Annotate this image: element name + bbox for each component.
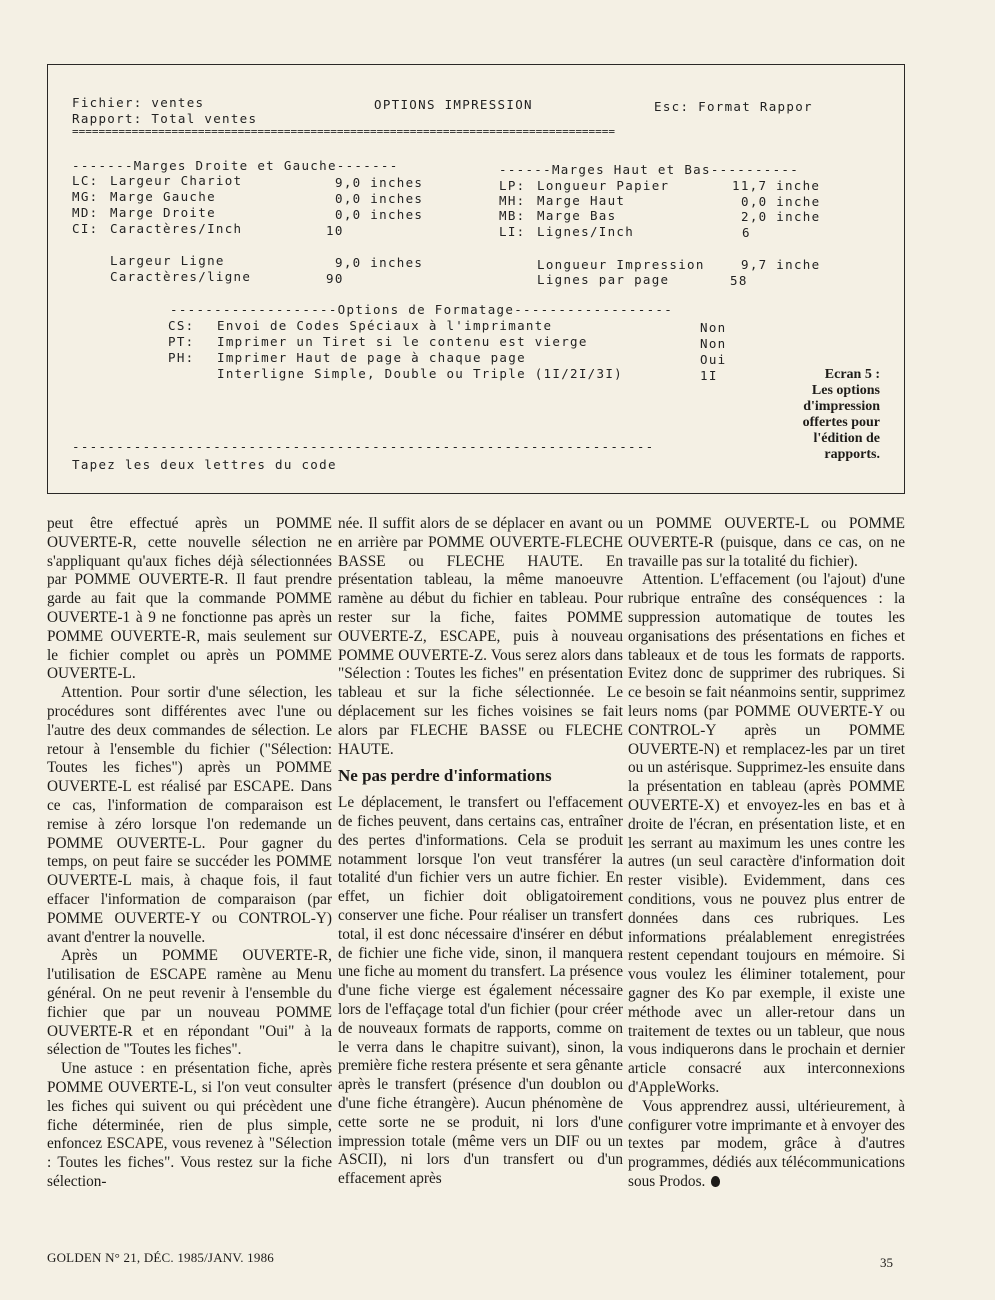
format-row-label: Imprimer un Tiret si le contenu est vierge [217, 334, 588, 349]
lines-page-value: 58 [730, 273, 748, 288]
format-row-label: Interligne Simple, Double ou Triple (1I/2I/3I) [217, 366, 623, 381]
format-row-label: Imprimer Haut de page à chaque page [217, 350, 526, 365]
screen-capture-frame [47, 64, 905, 494]
right-row-value: 11,7 inche [732, 178, 821, 193]
format-row-value: Oui [700, 352, 727, 367]
right-row-value: 0,0 inche [741, 194, 821, 209]
chars-line-label: Caractères/ligne [110, 269, 252, 284]
paragraph: Une astuce : en présentation fiche, après POMME OUVERTE-L, si l'on veut consulter les fiches qui suivent ou qui précèdent une fiche déterminée, rien de plus simple, enfoncez ESCAPE, vous revenez à "Sélection : Toutes les fiches". Vous restez sur la fiche sélection- [47, 1060, 332, 1190]
screen-header-title: OPTIONS IMPRESSION [374, 97, 533, 112]
line-width-label: Largeur Ligne [110, 253, 225, 268]
screen-bottom-rule: ------------------------------------------------------------------ [72, 439, 655, 454]
paragraph: un POMME OUVERTE-L ou POMME OUVERTE-R (puisque, dans ce cas, on ne travaille pas sur la totalité du fichier). [628, 515, 905, 570]
magazine-footer: GOLDEN N° 21, DÉC. 1985/JANV. 1986 [47, 1250, 274, 1265]
paragraph: peut être effectué après un POMME OUVERTE-R, cette nouvelle sélection ne s'appliquant qu'aux fiches déjà sélectionnées par POMME OUVERTE-R. Il faut prendre garde au fait que la commande POMME OUVERTE-1 à 9 ne fonctionne pas après un POMME OUVERTE-R, mais seulement sur le fichier complet ou après un POMME OUVERTE-L. [47, 515, 332, 683]
screen-header-escape: Esc: Format Rappor [654, 99, 813, 114]
left-row-code: MD: [72, 205, 99, 220]
apple-end-icon [711, 1176, 720, 1187]
print-length-label: Longueur Impression [537, 257, 705, 272]
left-row-code: MG: [72, 189, 99, 204]
right-margins-title: ------Marges Haut et Bas---------- [499, 162, 800, 177]
paragraph [628, 1098, 905, 1192]
left-row-label: Marge Droite [110, 205, 216, 220]
caption-line: Ecran 5 : [824, 367, 880, 382]
figure-caption [760, 367, 880, 463]
right-row-code: MB: [499, 208, 526, 223]
left-row-value: 9,0 inches [335, 175, 424, 190]
paragraph: Le déplacement, le transfert ou l'effacement de fiches peuvent, dans certains cas, entraîner des pertes d'informations. Cela se produit notamment lorsque l'on veut transférer la totalité d'un fichier vers un autre fichier. En effet, un fichier doit obligatoirement conserver une fiche. Pour réaliser un transfert total, il est donc nécessaire d'insérer en début de fichier une fiche vide, sinon, il manquera une fiche au moment du transfert. La présence d'une fiche vierge est également nécessaire lors de l'effaçage total d'un fichier (pour créer de nouveaux formats de rapports, comme on le verra dans le chapitre suivant), sinon, la première fiche restera présente et sera gênante après le transfert (présence d'un doublon ou d'une fiche étrangère). Aucun phénomène de cette sorte ne se produit, ni lors d'une impression totale (même vers un DIF ou un ASCII), ni lors d'un transfert ou d'un effacement après [338, 794, 623, 1188]
paragraph: Attention. L'effacement (ou l'ajout) d'une rubrique entraîne des conséquences : la suppression automatique de toutes les organisations des présentations en fiches et tableaux et de tous les formats de rapports. Evitez donc de supprimer des rubriques. Si ce besoin se fait néanmoins sentir, supprimez leurs noms (par POMME OUVERTE-Y ou CONTROL-Y après un POMME OUVERTE-N) et remplacez-les par un tiret ou un astérisque. Supprimez-les ensuite dans la présentation en tableau (après POMME OUVERTE-X) et envoyez-les en bas et à droite de l'écran, en présentation liste, et en les serrant au maximum les unes contre les autres (un seul caractère d'information doit rester visible). Evidemment, dans ces conditions, vous ne pouvez plus entrer de données dans ces rubriques. Les informations préalablement enregistrées restent cependant toujours en mémoire. Si vous voulez les éliminer totalement, pour gagner des Ko par exemple, il existe une méthode avec un aller-retour dans un traitement de textes ou un tableur, que nous vous indiquerons dans le prochain et dernier article consacré aux interconnexions d'AppleWorks. [628, 571, 905, 1096]
right-row-label: Lignes/Inch [537, 224, 635, 239]
screen-rule: ================================================================================== [72, 125, 616, 138]
right-row-code: MH: [499, 193, 526, 208]
line-width-value: 9,0 inches [335, 255, 424, 270]
left-row-label: Caractères/Inch [110, 221, 243, 236]
left-row-code: LC: [72, 173, 99, 188]
left-row-value: 0,0 inches [335, 191, 424, 206]
format-row-code: CS: [168, 318, 195, 333]
format-row-label: Envoi de Codes Spéciaux à l'imprimante [217, 318, 553, 333]
format-row-value: 1I [700, 368, 718, 383]
format-options-title: -------------------Options de Formatage------------------ [170, 302, 674, 317]
article-column-2 [338, 515, 623, 1189]
left-margins-title: -------Marges Droite et Gauche------- [72, 158, 399, 173]
paragraph-text: Vous apprendrez aussi, ultérieurement, à configurer votre imprimante et à envoyer des textes par modem, grâce à d'autres programmes, dédiés aux télécommunications sous Prodos. [628, 1097, 905, 1190]
caption-line: rapports. [824, 447, 880, 462]
caption-line: Les options [811, 383, 880, 398]
screen-header-report: Rapport: Total ventes [72, 111, 258, 126]
article-column-3 [628, 515, 905, 1192]
left-row-value: 0,0 inches [335, 207, 424, 222]
section-heading: Ne pas perdre d'informations [338, 766, 552, 786]
article-column-1 [47, 515, 332, 1192]
format-row-value: Non [700, 320, 727, 335]
right-row-label: Marge Bas [537, 208, 617, 223]
print-length-value: 9,7 inche [741, 257, 821, 272]
paragraph: née. Il suffit alors de se déplacer en avant ou en arrière par POMME OUVERTE-FLECHE BASSE ou FLECHE HAUTE. En présentation tableau, la même manoeuvre ramène au début du fichier en tableau. Pour rester sur la fiche, faites POMME OUVERTE-Z, ESCAPE, puis à nouveau POMME OUVERTE-Z. Vous serez alors dans "Sélection : Toutes les fiches" en présentation tableau et sur la fiche sélectionnée. Le déplacement sur les fiches voisines se fait alors par FLECHE BASSE ou FLECHE HAUTE. [338, 515, 623, 758]
chars-line-value: 90 [326, 271, 344, 286]
caption-line: offertes pour [802, 415, 880, 430]
screen-header-file: Fichier: ventes [72, 95, 205, 110]
format-row-value: Non [700, 336, 727, 351]
format-row-code: PH: [168, 350, 195, 365]
right-row-label: Longueur Papier [537, 178, 670, 193]
left-row-code: CI: [72, 221, 99, 236]
right-row-label: Marge Haut [537, 193, 626, 208]
paragraph: Après un POMME OUVERTE-R, l'utilisation de ESCAPE ramène au Menu général. On ne peut revenir à l'ensemble du fichier que par un nouveau POMME OUVERTE-R et en répondant "Oui" à la sélection de "Toutes les fiches". [47, 947, 332, 1059]
paragraph: Attention. Pour sortir d'une sélection, les procédures sont différentes avec l'une ou l'autre des deux commandes de sélection. Le retour à l'ensemble du fichier ("Sélection: Toutes les fiches") après un POMME OUVERTE-L est réalisé par ESCAPE. Dans ce cas, l'information de comparaison est remise à zéro lorsque l'on redemande un POMME OUVERTE-L. Pour gagner du temps, on peut faire se succéder les POMME OUVERTE-L mais, à chaque fois, il faut effacer l'information de comparaison (par POMME OUVERTE-Y ou CONTROL-Y) avant d'entrer la nouvelle. [47, 684, 332, 946]
right-row-value: 2,0 inche [741, 209, 821, 224]
caption-line: l'édition de [813, 431, 880, 446]
left-row-value: 10 [326, 223, 344, 238]
right-row-value: 6 [742, 225, 751, 240]
left-row-label: Marge Gauche [110, 189, 216, 204]
caption-line: d'impression [803, 399, 880, 414]
format-row-code: PT: [168, 334, 195, 349]
screen-prompt: Tapez les deux lettres du code [72, 457, 337, 472]
right-row-code: LP: [499, 178, 526, 193]
right-row-code: LI: [499, 224, 526, 239]
page-number: 35 [880, 1255, 893, 1270]
left-row-label: Largeur Chariot [110, 173, 243, 188]
lines-page-label: Lignes par page [537, 272, 670, 287]
